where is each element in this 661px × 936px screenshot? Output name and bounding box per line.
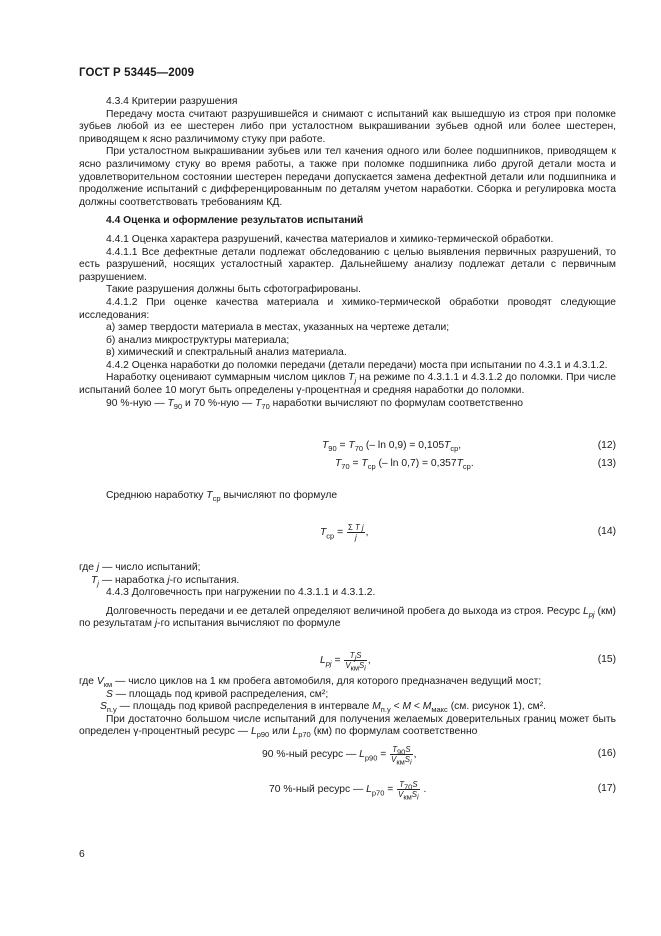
paragraph-resource: Долговечность передачи и ее деталей определяют величиной пробега до выхода из строя. Ресурс $L_{pj}$ (км) по результатам j-го испытания вычисляют по формуле bbox=[79, 605, 616, 630]
paragraph-4-4-1-2: 4.4.1.2 При оценке качества материала и химико-термической обработки проводят следующие исследования: bbox=[79, 296, 616, 321]
page-number: 6 bbox=[79, 849, 85, 860]
formula-13-number: (13) bbox=[597, 457, 616, 469]
paragraph-4-4-3: 4.4.3 Долговечность при нагружении по 4.3.1.1 и 4.3.1.2. bbox=[106, 587, 376, 599]
list-item-a: а) замер твердости материала в местах, указанных на чертеже детали; bbox=[106, 322, 450, 334]
where-Tj: $T_j$ — наработка j-го испытания. bbox=[91, 574, 240, 588]
formula-12-number: (12) bbox=[597, 440, 616, 452]
page-header-standard-code: ГОСТ Р 53445—2009 bbox=[79, 67, 195, 79]
list-item-b: б) анализ микроструктуры материала; bbox=[106, 334, 290, 346]
paragraph-4-4-1-1: 4.4.1.1 Все дефектные детали подлежат обследованию с целью выявления первичных разрушений, то есть разрушений, носящих усталостный характер. Дальнейшему анализу подлежат детали с первичным разрушением. bbox=[79, 246, 616, 283]
formula-14: $T_{ср}$ = $\frac{\text{Σ T j}}{j}$ , (14) bbox=[320, 523, 616, 543]
paragraph-4-4-1: 4.4.1 Оценка характера разрушений, качества материалов и химико-термической обработки. bbox=[106, 233, 554, 245]
section-4-3-4-title: 4.3.4 Критерии разрушения bbox=[106, 96, 238, 107]
formula-15-number: (15) bbox=[597, 654, 616, 666]
paragraph-photo: Такие разрушения должны быть сфотографированы. bbox=[106, 284, 362, 296]
paragraph-destruction-criteria: Передачу моста считают разрушившейся и снимают с испытаний как вышедшую из строя при поломке зубьев любой из ее шестерен либо при усталостном выкрашивании зубьев одной или более шестерен, приводящем к ясно различимому стуку при работе. bbox=[79, 108, 616, 145]
formula-15: $L_{pj}$ = $\frac{T_jS}{V_{км}S_i}$ , (15) bbox=[320, 651, 616, 673]
formula-12: $T_{90} = T_{70}$ (– $\ln 0,9) = 0,105T_{ср}$, (12) bbox=[322, 440, 616, 454]
section-4-4-title: 4.4 Оценка и оформление результатов испытаний bbox=[106, 215, 364, 227]
formula-13: $T_{70} = T_{ср}$ (– $\ln 0,7) = 0,357T_{ср}$. (13) bbox=[335, 457, 616, 471]
paragraph-gamma-resource: При достаточно большом числе испытаний для получения желаемых доверительных границ может быть определен γ-процентный ресурс — $L_{р90}$ или $L_{р70}$ (км) по формулам соответственно bbox=[79, 713, 616, 740]
where-Sny: $S_{п.у}$ — площадь под кривой распределения в интервале $M_{п.у} < M < M_{макс}$ (см. рисунок 1), см². bbox=[100, 701, 547, 715]
paragraph-bearing-failure: При усталостном выкрашивании зубьев или тел качения одного или более подшипников, приводящем к ясно различимому стуку во время работы, а также при поломке подшипника либо другой детали моста и удовлетворительном состоянии шестерен передачи допускается замена дефектной детали или подшипника и продолжение испытаний с дифференцированным по деталям учетом наработки. Сборка и регулировка моста должны соответствовать требованиям КД. bbox=[79, 146, 616, 208]
paragraph-total-cycles: Наработку оценивают суммарным числом циклов $T_j$ на режиме по 4.3.1.1 и 4.3.1.2 до поломки. При числе испытаний более 10 могут быть определены γ-процентная и средняя наработки до поломки. bbox=[79, 372, 616, 397]
where-V: где $V_{км}$ — число циклов на 1 км пробега автомобиля, для которого предназначен ведущий мост; bbox=[79, 676, 542, 690]
formula-16-number: (16) bbox=[597, 748, 616, 760]
where-S: S — площадь под кривой распределения, см²; bbox=[106, 688, 329, 700]
paragraph-4-4-2: 4.4.2 Оценка наработки до поломки передачи (детали передачи) моста при испытании по 4.3.1 и 4.3.1.2. bbox=[106, 359, 608, 371]
formula-17-number: (17) bbox=[597, 783, 616, 795]
paragraph-90-70: 90 %-ную — $T_{90}$ и 70 %-ную — $T_{70}$ наработки вычисляют по формулам соответственно bbox=[106, 397, 524, 411]
formula-17: 70 %-ный ресурс — $L_{р70}$ = $\frac{T_{70}S}{V_{км}S_i}$ . (17) bbox=[269, 779, 616, 802]
formula-14-number: (14) bbox=[597, 526, 616, 538]
where-j: где j — число испытаний; bbox=[79, 562, 201, 574]
list-item-c: в) химический и спектральный анализ материала. bbox=[106, 347, 347, 359]
formula-16: 90 %-ный ресурс — $L_{р90}$ = $\frac{T_{90}S}{V_{км}S_i}$ , (16) bbox=[262, 744, 616, 767]
paragraph-mean-life: Среднюю наработку $T_{ср}$ вычисляют по формуле bbox=[106, 490, 338, 504]
document-body bbox=[79, 96, 616, 802]
